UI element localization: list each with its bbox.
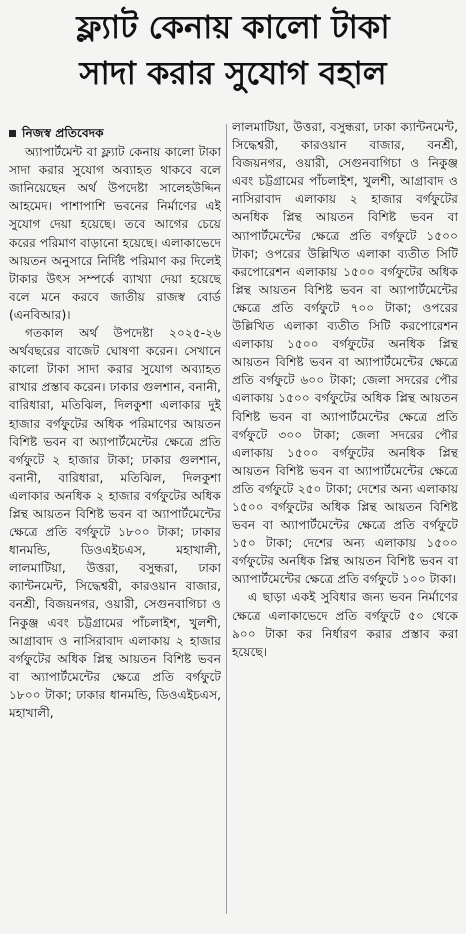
- headline-line-1: ফ্ল্যাট কেনায় কালো টাকা: [76, 8, 390, 46]
- paragraph: লালমাটিয়া, উত্তরা, বসুন্ধরা, ঢাকা ক্যান্টনমেন্ট, সিদ্ধেশ্বরী, কারওয়ান বাজার, বনশ্রী, বিজয়নগর, ওয়ারী, সেগুনবাগিচা ও নিকুঞ্জ এবং চট্টগ্রামের পাঁচলাইশ, খুলশী, আগ্রাবাদ ও নাসিরাবাদ এলাকায় ২ হাজার বর্গফুটের অনধিক প্লিন্থ আয়তন বিশিষ্ট ভবন বা অ্যাপার্টমেন্টের ক্ষেত্রে প্রতি বর্গফুটে ১৫০০ টাকা; ওপরের উল্লিখিত এলাকা ব্যতীত সিটি করপোরেশন এলাকায় ১৫০০ বর্গফুটের অধিক প্লিন্থ আয়তন বিশিষ্ট ভবন বা অ্যাপার্টমেন্টের ক্ষেত্রে প্রতি বর্গফুটে ৭০০ টাকা; ওপরের উল্লিখিত এলাকা ব্যতীত সিটি করপোরেশন এলাকায় ১৫০০ বর্গফুটের অনধিক প্লিন্থ আয়তন বিশিষ্ট ভবন বা অ্যাপার্টমেন্টের ক্ষেত্রে প্রতি বর্গফুটে ৬০০ টাকা; জেলা সদরের পৌর এলাকায় ১৫০০ বর্গফুটের অধিক প্লিন্থ আয়তন বিশিষ্ট ভবন বা অ্যাপার্টমেন্টের ক্ষেত্রে প্রতি বর্গফুটে ৩০০ টাকা; জেলা সদরের পৌর এলাকায় ১৫০০ বর্গফুটের অনধিক প্লিন্থ আয়তন বিশিষ্ট ভবন বা অ্যাপার্টমেন্টের ক্ষেত্রে প্রতি বর্গফুটে ২৫০ টাকা; দেশের অন্য এলাকায় ১৫০০ বর্গফুটের অধিক প্লিন্থ আয়তন বিশিষ্ট ভবন বা অ্যাপার্টমেন্টের ক্ষেত্রে প্রতি বর্গফুটে ১৫০ টাকা; দেশের অন্য এলাকায় ১৫০০ বর্গফুটের অনধিক প্লিন্থ আয়তন বিশিষ্ট ভবন বা অ্যাপার্টমেন্টের ক্ষেত্রে প্রতি বর্গফুটে ১০০ টাকা।: [232, 120, 458, 587]
- column-divider: [226, 124, 227, 914]
- paragraph: এ ছাড়া একই সুবিধার জন্য ভবন নির্মাণের ক্ষেত্রে এলাকাভেদে প্রতি বর্গফুটে ৫০ থেকে ৯০০ টাকা কর নির্ধারণ করার প্রস্তাব করা হয়েছে।: [232, 590, 458, 659]
- article-column-left: [9, 124, 221, 924]
- byline: [9, 124, 221, 142]
- square-bullet-icon: [9, 130, 16, 137]
- article-column-right: [232, 118, 458, 914]
- byline-text: নিজস্ব প্রতিবেদক: [22, 126, 104, 140]
- headline: [6, 4, 460, 96]
- headline-line-2: সাদা করার সুযোগ বহাল: [79, 54, 387, 92]
- paragraph: অ্যাপার্টমেন্ট বা ফ্ল্যাট কেনায় কালো টাকা সাদা করার সুযোগ অব্যাহত থাকবে বলে জানিয়েছেন অর্থ উপদেষ্টা সালেহউদ্দিন আহমেদ। পাশাপাশি ভবনের নির্মাণের এই সুযোগ দেয়া হয়েছে। তবে আগের চেয়ে করের পরিমাণ বাড়ানো হয়েছে। এলাকাভেদে আয়তন অনুসারে নির্দিষ্ট পরিমাণ কর দিলেই টাকার উৎস সম্পর্কে ব্যাখ্যা দেয়া হয়েছে বলে মনে করবে জাতীয় রাজস্ব বোর্ড (এনবিআর)।: [9, 145, 221, 322]
- paragraph: গতকাল অর্থ উপদেষ্টা ২০২৫-২৬ অর্থবছরের বাজেট ঘোষণা করেন। সেখানে কালো টাকা সাদা করার সুযোগ অব্যাহত রাখার প্রস্তাব করেন। ঢাকার গুলশান, বনানী, বারিধারা, মতিঝিল, দিলকুশা এলাকার দুই হাজার বর্গফুটের অধিক পরিমাণের আয়তন বিশিষ্ট ভবন বা অ্যাপার্টমেন্টের ক্ষেত্রে প্রতি বর্গফুটে ২ হাজার টাকা; ঢাকার গুলশান, বনানী, বারিধারা, মতিঝিল, দিলকুশা এলাকার অনধিক ২ হাজার বর্গফুটের অধিক প্লিন্থ আয়তন বিশিষ্ট ভবন বা অ্যাপার্টমেন্টের ক্ষেত্রে প্রতি বর্গফুটে ১৮০০ টাকা; ঢাকার ধানমন্ডি, ডিওএইচএস, মহাখালী, লালমাটিয়া, উত্তরা, বসুন্ধরা, ঢাকা ক্যান্টনমেন্ট, সিদ্ধেশ্বরী, কারওয়ান বাজার, বনশ্রী, বিজয়নগর, ওয়ারী, সেগুনবাগিচা ও নিকুঞ্জ এবং চট্টগ্রামের পাঁচলাইশ, খুলশী, আগ্রাবাদ ও নাসিরাবাদ এলাকায় ২ হাজার বর্গফুটের অধিক প্লিন্থ আয়তন বিশিষ্ট ভবন বা অ্যাপার্টমেন্টের ক্ষেত্রে প্রতি বর্গফুটে ১৮০০ টাকা; ঢাকার ধানমন্ডি, ডিওএইচএস, মহাখালী,: [9, 326, 221, 720]
